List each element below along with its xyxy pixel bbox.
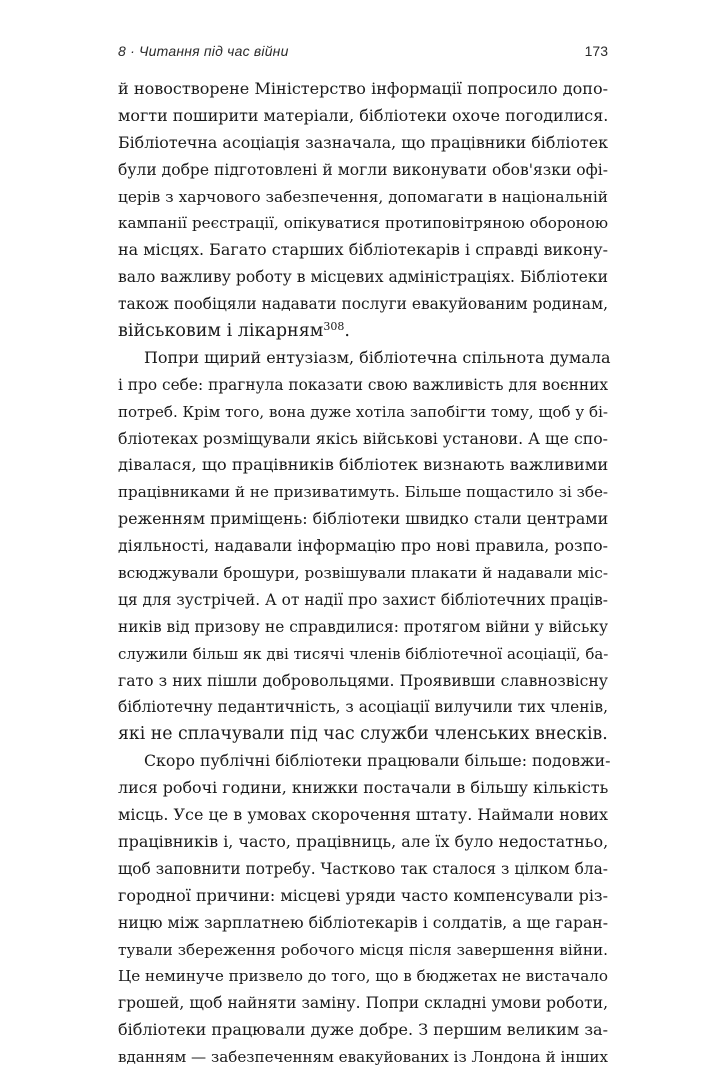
text-line: грошей, щоб найняти заміну. Попри складні умови роботи, (118, 994, 608, 1013)
text-line: реженням приміщень: бібліотеки швидко стали центрами (118, 509, 609, 529)
text-line: працівниками й не призиватимуть. Більше пощастило зі збе- (118, 483, 608, 502)
running-head: 8 · Читання під час війни (118, 43, 289, 59)
text-line: й новостворене Міністерство інформації попросило допо- (118, 79, 608, 98)
text-line: могти поширити матеріали, бібліотеки охоче погодилися. (118, 105, 609, 125)
text-line: на місцях. Багато старших бібліотекарів і справді викону- (118, 240, 608, 260)
text-line: бліотеках розміщували якісь військові установи. А ще спо- (118, 428, 608, 448)
text-line: ників від призову не справдилися: протягом війни у війську (118, 617, 608, 636)
text-line: бібліотечну педантичність, з асоціації вилучили тих членів, (118, 698, 608, 717)
text-line: щоб заповнити потребу. Частково так сталося з цілком бла- (118, 859, 608, 878)
text-line: також пообіцяли надавати послуги евакуйованим родинам, (118, 295, 608, 314)
text-line: які не сплачували під час служби членських внесків. (118, 724, 608, 745)
text-line: потреб. Крім того, вона дуже хотіла запобігти тому, щоб у бі- (118, 402, 608, 421)
text-line: ницю між зарплатнею бібліотекарів і солдатів, а ще гаран- (118, 912, 608, 932)
text-line: кампанії реєстрації, опікуватися протиповітряною обороною (118, 214, 608, 233)
text-line: і про себе: прагнула показати свою важливість для воєнних (118, 375, 609, 394)
text-line: служили більш як дві тисячі членів бібліотечної асоціації, ба- (118, 644, 609, 663)
text-line: лися робочі години, книжки постачали в більшу кількість (118, 778, 609, 798)
text-line: Скоро публічні бібліотеки працювали більше: подовжи- (144, 751, 611, 771)
text-line: місць. Усе це в умовах скорочення штату. Наймали нових (118, 805, 608, 825)
text-line: дівалася, що працівників бібліотек визнають важливими (118, 455, 609, 475)
text-line: городної причини: місцеві уряди часто компенсували різ- (118, 885, 608, 905)
text-line: бібліотеки працювали дуже добре. З першим великим за- (118, 1020, 608, 1040)
text-line: працівників і, часто, працівниць, але їх було недостатньо, (118, 831, 609, 851)
text-line: вданням — забезпеченням евакуйованих із Лондона й інших (118, 1048, 608, 1067)
text-line: ця для зустрічей. А от надії про захист бібліотечних праців- (118, 590, 608, 609)
text-line: церів з харчового забезпечення, допомагати в національній (118, 187, 608, 206)
footnote-reference[interactable]: 308 (323, 320, 345, 334)
text-line: діяльності, надавали інформацію про нові правила, розпо- (118, 536, 608, 556)
text-line: були добре підготовлені й могли виконувати обов'язки офі- (118, 160, 608, 179)
text-line: гато з них пішли добровольцями. Проявивши славнозвісну (118, 670, 608, 690)
text-line: всюджували брошури, розвішували плакати й надавали міс- (118, 564, 608, 583)
text-fragment: . (344, 321, 350, 342)
body-text (118, 76, 611, 1071)
text-line: Це неминуче призвело до того, що в бюджетах не вистачало (118, 967, 608, 986)
text-line: вало важливу роботу в місцевих адміністраціях. Бібліотеки (118, 268, 608, 287)
text-line: Бібліотечна асоціація зазначала, що працівники бібліотек (118, 132, 608, 152)
page-header (118, 40, 608, 66)
text-line (118, 318, 608, 345)
text-line: тували збереження робочого місця після завершення війни. (118, 940, 608, 959)
text-line: Попри щирий ентузіазм, бібліотечна спільнота думала (144, 347, 611, 367)
text-fragment: військовим і лікарням (118, 321, 324, 342)
page-number: 173 (584, 43, 608, 59)
